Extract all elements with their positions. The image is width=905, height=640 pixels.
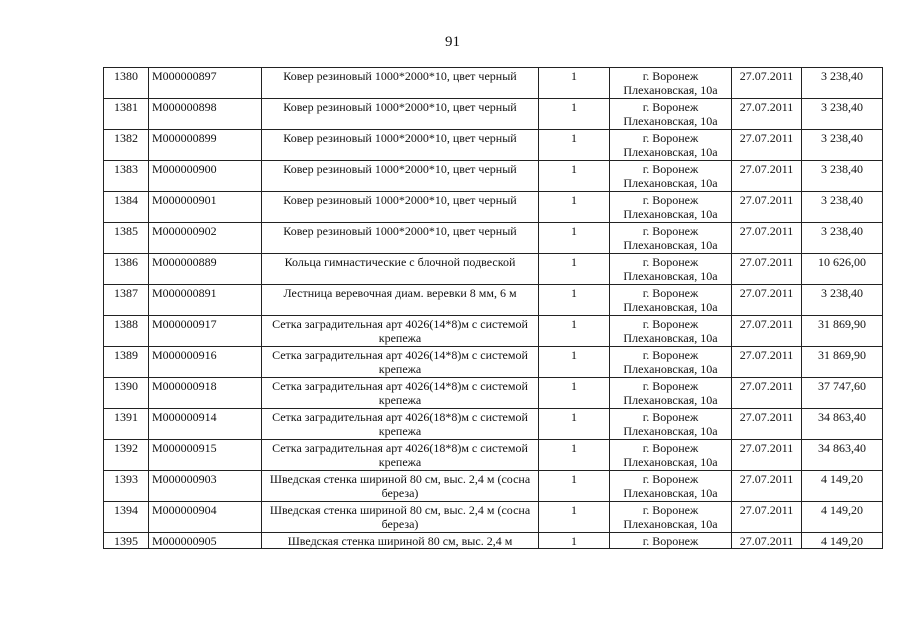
item-name-cell: Шведская стенка шириной 80 см, выс. 2,4 м (сосна береза)	[262, 502, 539, 533]
address-line: г. Воронеж	[642, 441, 699, 455]
address-line: г. Воронеж	[642, 69, 699, 83]
table-row	[104, 409, 883, 440]
date-cell: 27.07.2011	[732, 409, 802, 440]
address-line: Плехановская, 10а	[623, 300, 718, 314]
date-cell: 27.07.2011	[732, 502, 802, 533]
address-cell	[610, 533, 732, 549]
row-number-cell: 1392	[104, 440, 149, 471]
amount-cell: 3 238,40	[802, 68, 883, 99]
address-line: Плехановская, 10а	[623, 238, 718, 252]
quantity-cell: 1	[539, 192, 610, 223]
row-number-cell: 1390	[104, 378, 149, 409]
quantity-cell: 1	[539, 99, 610, 130]
item-code-cell: М000000900	[149, 161, 262, 192]
table-row	[104, 99, 883, 130]
address-line: Плехановская, 10а	[623, 176, 718, 190]
item-name-cell: Ковер резиновый 1000*2000*10, цвет черный	[262, 223, 539, 254]
quantity-cell: 1	[539, 502, 610, 533]
item-code-cell: М000000917	[149, 316, 262, 347]
quantity-cell: 1	[539, 130, 610, 161]
table-row	[104, 223, 883, 254]
date-cell: 27.07.2011	[732, 285, 802, 316]
table-row	[104, 316, 883, 347]
item-name-cell: Сетка заградительная арт 4026(14*8)м с системой крепежа	[262, 378, 539, 409]
table-row	[104, 471, 883, 502]
quantity-cell: 1	[539, 409, 610, 440]
row-number-cell: 1386	[104, 254, 149, 285]
quantity-cell: 1	[539, 68, 610, 99]
amount-cell: 4 149,20	[802, 471, 883, 502]
address-line: г. Воронеж	[642, 224, 699, 238]
address-line: Плехановская, 10а	[623, 145, 718, 159]
date-cell: 27.07.2011	[732, 130, 802, 161]
table-row	[104, 68, 883, 99]
item-code-cell: М000000915	[149, 440, 262, 471]
quantity-cell: 1	[539, 378, 610, 409]
item-code-cell: М000000905	[149, 533, 262, 549]
quantity-cell: 1	[539, 347, 610, 378]
row-number-cell: 1393	[104, 471, 149, 502]
amount-cell: 3 238,40	[802, 130, 883, 161]
table-row	[104, 347, 883, 378]
row-number-cell: 1394	[104, 502, 149, 533]
address-line: Плехановская, 10а	[623, 269, 718, 283]
address-line: Плехановская, 10а	[623, 424, 718, 438]
address-line: г. Воронеж	[642, 503, 699, 517]
date-cell: 27.07.2011	[732, 533, 802, 549]
address-cell	[610, 502, 732, 533]
address-line: Плехановская, 10а	[623, 486, 718, 500]
table-row	[104, 502, 883, 533]
date-cell: 27.07.2011	[732, 316, 802, 347]
date-cell: 27.07.2011	[732, 254, 802, 285]
item-name-cell: Сетка заградительная арт 4026(18*8)м с системой крепежа	[262, 409, 539, 440]
address-line: Плехановская, 10а	[623, 83, 718, 97]
item-code-cell: М000000903	[149, 471, 262, 502]
row-number-cell: 1391	[104, 409, 149, 440]
item-code-cell: М000000898	[149, 99, 262, 130]
row-number-cell: 1385	[104, 223, 149, 254]
amount-cell: 3 238,40	[802, 285, 883, 316]
item-name-cell: Кольца гимнастические с блочной подвеской	[262, 254, 539, 285]
item-code-cell: М000000889	[149, 254, 262, 285]
item-code-cell: М000000897	[149, 68, 262, 99]
row-number-cell: 1395	[104, 533, 149, 549]
amount-cell: 4 149,20	[802, 533, 883, 549]
item-code-cell: М000000904	[149, 502, 262, 533]
quantity-cell: 1	[539, 161, 610, 192]
item-name-cell: Сетка заградительная арт 4026(14*8)м с системой крепежа	[262, 347, 539, 378]
address-cell	[610, 68, 732, 99]
date-cell: 27.07.2011	[732, 161, 802, 192]
table-row	[104, 254, 883, 285]
quantity-cell: 1	[539, 254, 610, 285]
item-code-cell: М000000916	[149, 347, 262, 378]
row-number-cell: 1380	[104, 68, 149, 99]
table-row	[104, 130, 883, 161]
table-row	[104, 378, 883, 409]
address-line: г. Воронеж	[642, 162, 699, 176]
amount-cell: 34 863,40	[802, 409, 883, 440]
date-cell: 27.07.2011	[732, 440, 802, 471]
address-line: Плехановская, 10а	[623, 362, 718, 376]
address-cell	[610, 130, 732, 161]
quantity-cell: 1	[539, 471, 610, 502]
quantity-cell: 1	[539, 533, 610, 549]
date-cell: 27.07.2011	[732, 471, 802, 502]
address-line: г. Воронеж	[642, 379, 699, 393]
row-number-cell: 1387	[104, 285, 149, 316]
item-code-cell: М000000914	[149, 409, 262, 440]
address-line: Плехановская, 10а	[623, 207, 718, 221]
quantity-cell: 1	[539, 223, 610, 254]
address-line: г. Воронеж	[642, 317, 699, 331]
address-cell	[610, 161, 732, 192]
date-cell: 27.07.2011	[732, 223, 802, 254]
address-line: г. Воронеж	[642, 410, 699, 424]
item-name-cell: Сетка заградительная арт 4026(14*8)м с системой крепежа	[262, 316, 539, 347]
address-cell	[610, 285, 732, 316]
row-number-cell: 1381	[104, 99, 149, 130]
row-number-cell: 1384	[104, 192, 149, 223]
item-name-cell: Лестница веревочная диам. веревки 8 мм, 6 м	[262, 285, 539, 316]
date-cell: 27.07.2011	[732, 192, 802, 223]
amount-cell: 31 869,90	[802, 347, 883, 378]
amount-cell: 4 149,20	[802, 502, 883, 533]
address-line: г. Воронеж	[642, 100, 699, 114]
date-cell: 27.07.2011	[732, 68, 802, 99]
row-number-cell: 1382	[104, 130, 149, 161]
item-name-cell: Ковер резиновый 1000*2000*10, цвет черный	[262, 99, 539, 130]
address-line: Плехановская, 10а	[623, 455, 718, 469]
amount-cell: 31 869,90	[802, 316, 883, 347]
address-cell	[610, 471, 732, 502]
quantity-cell: 1	[539, 285, 610, 316]
item-code-cell: М000000899	[149, 130, 262, 161]
address-cell	[610, 316, 732, 347]
address-line: г. Воронеж	[642, 131, 699, 145]
table-row	[104, 192, 883, 223]
item-code-cell: М000000918	[149, 378, 262, 409]
item-name-cell: Ковер резиновый 1000*2000*10, цвет черный	[262, 130, 539, 161]
address-cell	[610, 223, 732, 254]
amount-cell: 3 238,40	[802, 161, 883, 192]
address-cell	[610, 347, 732, 378]
item-name-cell: Ковер резиновый 1000*2000*10, цвет черный	[262, 68, 539, 99]
table-row	[104, 533, 883, 549]
address-line: г. Воронеж	[642, 534, 699, 548]
date-cell: 27.07.2011	[732, 378, 802, 409]
address-cell	[610, 409, 732, 440]
table-row	[104, 440, 883, 471]
address-cell	[610, 99, 732, 130]
amount-cell: 34 863,40	[802, 440, 883, 471]
amount-cell: 3 238,40	[802, 223, 883, 254]
amount-cell: 3 238,40	[802, 192, 883, 223]
address-cell	[610, 254, 732, 285]
quantity-cell: 1	[539, 440, 610, 471]
item-name-cell: Ковер резиновый 1000*2000*10, цвет черный	[262, 161, 539, 192]
row-number-cell: 1383	[104, 161, 149, 192]
row-number-cell: 1388	[104, 316, 149, 347]
item-name-cell: Шведская стенка шириной 80 см, выс. 2,4 м	[262, 533, 539, 549]
address-cell	[610, 440, 732, 471]
item-code-cell: М000000891	[149, 285, 262, 316]
address-line: г. Воронеж	[642, 472, 699, 486]
quantity-cell: 1	[539, 316, 610, 347]
table-row	[104, 161, 883, 192]
amount-cell: 10 626,00	[802, 254, 883, 285]
address-cell	[610, 192, 732, 223]
row-number-cell: 1389	[104, 347, 149, 378]
page-number: 91	[445, 34, 460, 50]
address-cell	[610, 378, 732, 409]
item-name-cell: Сетка заградительная арт 4026(18*8)м с системой крепежа	[262, 440, 539, 471]
amount-cell: 37 747,60	[802, 378, 883, 409]
address-line: Плехановская, 10а	[623, 114, 718, 128]
date-cell: 27.07.2011	[732, 99, 802, 130]
address-line: Плехановская, 10а	[623, 517, 718, 531]
inventory-table	[103, 67, 883, 549]
address-line: г. Воронеж	[642, 255, 699, 269]
date-cell: 27.07.2011	[732, 347, 802, 378]
address-line: г. Воронеж	[642, 286, 699, 300]
item-name-cell: Шведская стенка шириной 80 см, выс. 2,4 м (сосна береза)	[262, 471, 539, 502]
amount-cell: 3 238,40	[802, 99, 883, 130]
address-line: г. Воронеж	[642, 348, 699, 362]
address-line: г. Воронеж	[642, 193, 699, 207]
item-code-cell: М000000901	[149, 192, 262, 223]
address-line: Плехановская, 10а	[623, 393, 718, 407]
item-code-cell: М000000902	[149, 223, 262, 254]
table-row	[104, 285, 883, 316]
item-name-cell: Ковер резиновый 1000*2000*10, цвет черный	[262, 192, 539, 223]
address-line: Плехановская, 10а	[623, 331, 718, 345]
